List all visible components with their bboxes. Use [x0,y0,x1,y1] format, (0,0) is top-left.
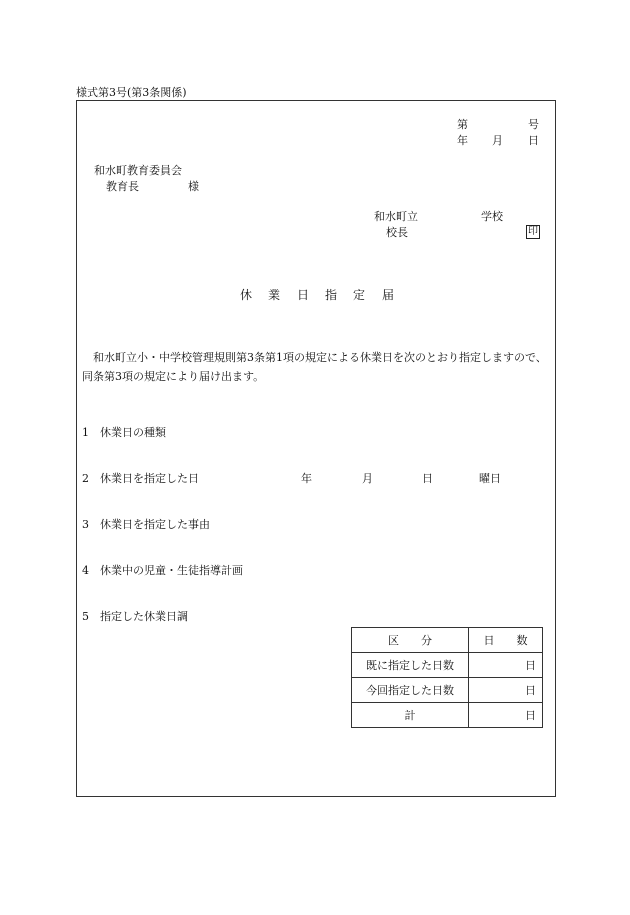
item-label: 休業日の種類 [100,426,166,439]
title-char: 休 [240,288,253,302]
item-label: 休業中の児童・生徒指導計画 [100,564,243,577]
item-number: 2 [82,472,89,485]
seal-mark: 印 [528,226,538,237]
number-suffix: 号 [528,118,539,131]
item-month: 月 [362,472,373,485]
item-number: 4 [82,564,89,577]
date-day: 日 [528,134,539,147]
table-row [352,703,543,728]
number-prefix: 第 [457,118,468,131]
row-days-cell[interactable]: 日 [469,678,543,703]
holiday-days-table [351,627,543,728]
column-header-days: 日 数 [469,628,543,653]
table-header-row [352,628,543,653]
item-label: 休業日を指定した事由 [100,518,210,531]
item-label: 休業日を指定した日 [100,472,199,485]
body-paragraph: 和水町立小・中学校管理規則第3条第1項の規定による休業日を次のとおり指定しますので、同条第3項の規定により届け出ます。 [82,351,547,383]
row-days-cell[interactable]: 日 [469,703,543,728]
title-char: 届 [382,288,395,302]
addressee-honorific: 様 [188,180,199,193]
item-number: 5 [82,610,89,623]
date-month: 月 [492,134,503,147]
row-category: 計 [352,703,469,728]
item-number: 1 [82,426,89,439]
item-label: 指定した休業日調 [100,610,188,623]
title-char: 指 [325,288,338,302]
title-char: 業 [268,288,281,302]
form-label: 様式第3号(第3条関係) [76,86,187,99]
item-number: 3 [82,518,89,531]
item-weekday: 曜日 [479,472,501,485]
row-days-cell[interactable]: 日 [469,653,543,678]
item-day: 日 [422,472,433,485]
title-char: 日 [297,288,310,302]
item-year: 年 [301,472,312,485]
column-header-category: 区 分 [352,628,469,653]
sender-school-suffix: 学校 [481,210,503,223]
sender-principal: 校長 [386,226,408,239]
table-row [352,678,543,703]
addressee-board: 和水町教育委員会 [94,164,182,177]
row-category: 既に指定した日数 [352,653,469,678]
date-year: 年 [457,134,468,147]
sender-school-prefix: 和水町立 [374,210,418,223]
row-category: 今回指定した日数 [352,678,469,703]
addressee-superintendent: 教育長 [106,180,139,193]
title-char: 定 [353,288,366,302]
table-row [352,653,543,678]
